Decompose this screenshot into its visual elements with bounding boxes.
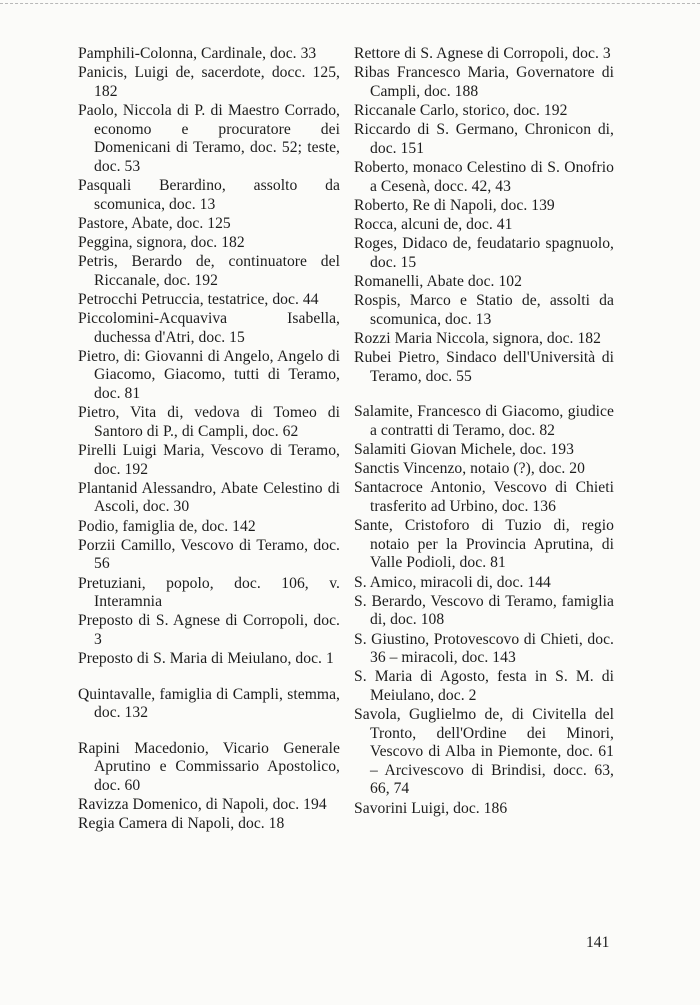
index-entry: Rubei Pietro, Sindaco dell'Università di Teramo, doc. 55 — [354, 349, 614, 385]
index-column-right — [354, 45, 614, 819]
index-entry: Ribas Francesco Maria, Governatore di Campli, doc. 188 — [354, 64, 614, 100]
index-entry: Pastore, Abate, doc. 125 — [78, 214, 231, 232]
index-entry: Paolo, Niccola di P. di Maestro Corrado, economo e procuratore dei Domenicani di Teramo, doc. 52; teste, doc. 53 — [78, 101, 340, 175]
index-entry: Quintavalle, famiglia di Campli, stemma, doc. 132 — [78, 685, 340, 722]
index-entry: S. Berardo, Vescovo di Teramo, famiglia di, doc. 108 — [354, 592, 614, 629]
index-entry: Peggina, signora, doc. 182 — [78, 233, 245, 251]
index-column-left — [78, 45, 340, 835]
top-edge-rule — [0, 3, 700, 4]
index-entry: Riccanale Carlo, storico, doc. 192 — [354, 101, 568, 119]
index-entry: Podio, famiglia de, doc. 142 — [78, 517, 256, 535]
index-entry: Rocca, alcuni de, doc. 41 — [354, 215, 513, 233]
index-entry: Rospis, Marco e Statio de, assolti da scomunica, doc. 13 — [354, 292, 614, 328]
index-entry: Pretuziani, popolo, doc. 106, v. Interamnia — [78, 574, 340, 611]
index-entry: Pasquali Berardino, assolto da scomunica, doc. 13 — [78, 176, 340, 213]
page-number: 141 — [586, 934, 610, 951]
index-entry: Panicis, Luigi de, sacerdote, docc. 125, 182 — [78, 64, 340, 100]
index-entry: Salamiti Giovan Michele, doc. 193 — [354, 441, 574, 458]
index-entry: Salamite, Francesco di Giacomo, giudice a contratti di Teramo, doc. 82 — [354, 403, 614, 439]
index-entry: Rozzi Maria Niccola, signora, doc. 182 — [354, 329, 601, 347]
index-entry: S. Maria di Agosto, festa in S. M. di Meiulano, doc. 2 — [354, 668, 614, 704]
index-entry: Sanctis Vincenzo, notaio (?), doc. 20 — [354, 460, 586, 478]
index-entry: Petris, Berardo de, continuatore del Riccanale, doc. 192 — [78, 253, 340, 289]
index-entry: S. Amico, miracoli di, doc. 144 — [354, 573, 551, 591]
index-entry: Romanelli, Abate doc. 102 — [354, 272, 522, 290]
index-entry: Savorini Luigi, doc. 186 — [354, 799, 508, 817]
index-entry: Roberto, monaco Celestino di S. Onofrio a Cesenà, docc. 42, 43 — [354, 158, 614, 195]
index-entry: Regia Camera di Napoli, doc. 18 — [78, 815, 285, 833]
index-entry: Ravizza Domenico, di Napoli, doc. 194 — [78, 796, 327, 814]
index-entry: Porzii Camillo, Vescovo di Teramo, doc. 56 — [78, 536, 340, 573]
index-entry: Rettore di S. Agnese di Corropoli, doc. 3 — [354, 45, 611, 62]
index-entry: Riccardo di S. Germano, Chronicon di, doc. 151 — [354, 121, 614, 157]
index-entry: Rapini Macedonio, Vicario Generale Aprutino e Commissario Apostolico, doc. 60 — [78, 739, 340, 795]
index-entry: S. Giustino, Protovescovo di Chieti, doc. 36 – miracoli, doc. 143 — [354, 630, 614, 667]
index-entry: Pietro, di: Giovanni di Angelo, Angelo di Giacomo, Giacomo, tutti di Teramo, doc. 81 — [78, 347, 340, 403]
index-entry: Pirelli Luigi Maria, Vescovo di Teramo, doc. 192 — [78, 442, 340, 478]
index-entry: Preposto di S. Maria di Meiulano, doc. 1 — [78, 650, 334, 668]
index-entry: Sante, Cristoforo di Tuzio di, regio notaio per la Provincia Aprutina, di Valle Podioli, doc. 81 — [354, 517, 614, 572]
index-entry: Roges, Didaco de, feudatario spagnuolo, doc. 15 — [354, 235, 614, 271]
index-entry: Savola, Guglielmo de, di Civitella del Tronto, dell'Ordine dei Minori, Vescovo di Alba in Piemonte, doc. 61 – Arcivescovo di Brindisi, docc. 63, 66, 74 — [354, 706, 614, 798]
index-entry: Santacroce Antonio, Vescovo di Chieti trasferito ad Urbino, doc. 136 — [354, 479, 614, 515]
index-entry: Piccolomini-Acquaviva Isabella, duchessa d'Atri, doc. 15 — [78, 310, 340, 346]
index-entry: Pietro, Vita di, vedova di Tomeo di Santoro di P., di Campli, doc. 62 — [78, 404, 340, 440]
index-entry: Roberto, Re di Napoli, doc. 139 — [354, 196, 555, 214]
index-entry: Petrocchi Petruccia, testatrice, doc. 44 — [78, 290, 319, 308]
index-entry: Plantanid Alessandro, Abate Celestino di Ascoli, doc. 30 — [78, 479, 340, 516]
index-entry: Preposto di S. Agnese di Corropoli, doc. 3 — [78, 612, 340, 648]
index-entry: Pamphili-Colonna, Cardinale, doc. 33 — [78, 45, 317, 62]
